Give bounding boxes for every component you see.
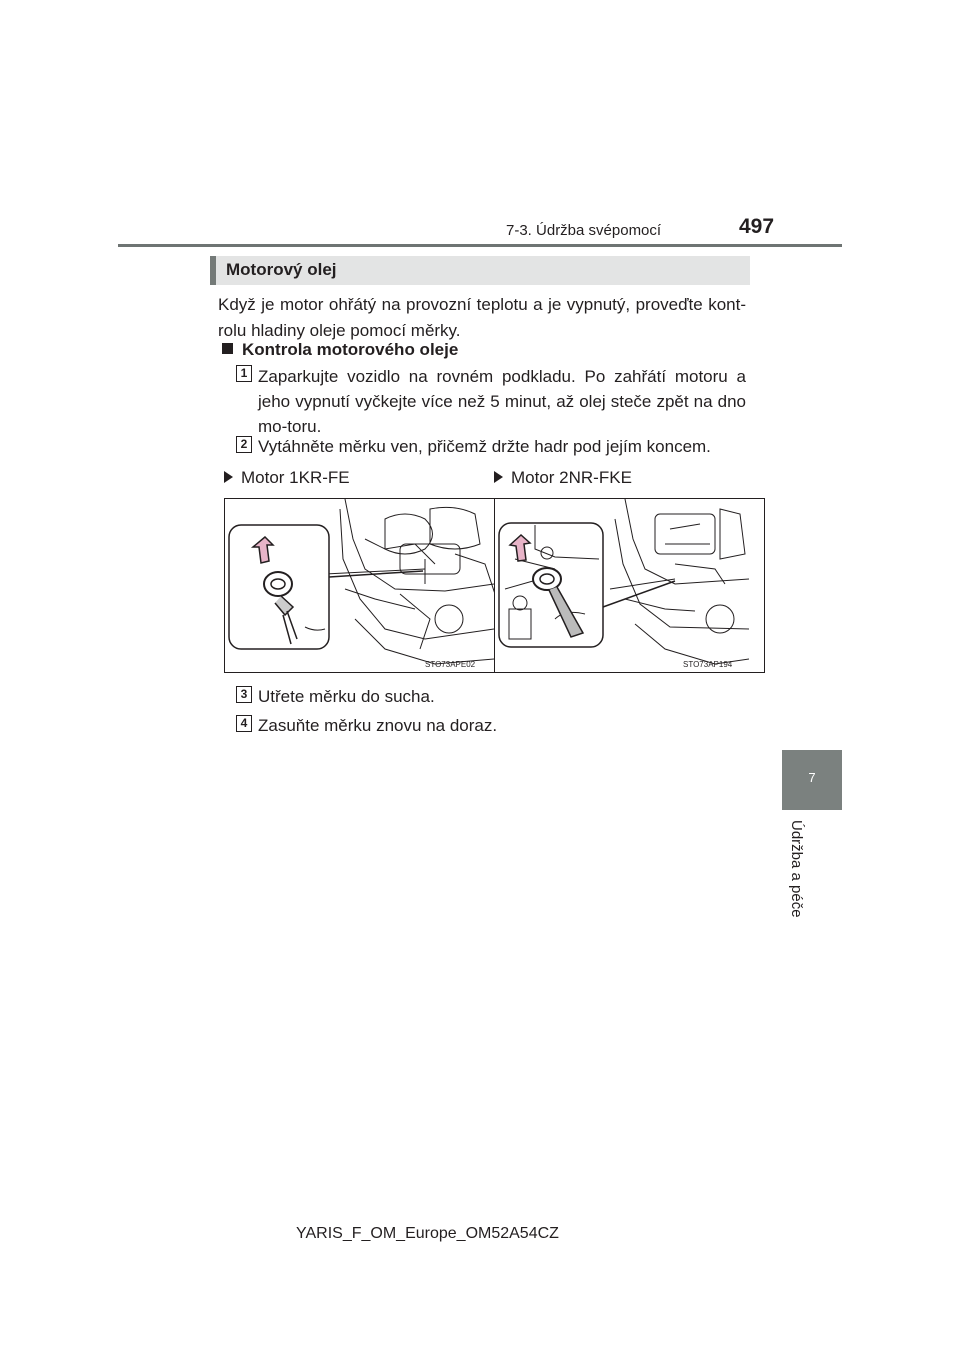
triangle-bullet-icon (494, 471, 503, 483)
step-number-1: 1 (236, 365, 252, 382)
subheading (222, 340, 458, 360)
subheading-text: Kontrola motorového oleje (242, 340, 459, 359)
header-rule (118, 244, 842, 247)
engine-illustration-2nr-fke (494, 498, 765, 673)
triangle-bullet-icon (224, 471, 233, 483)
document-footer: YARIS_F_OM_Europe_OM52A54CZ (296, 1225, 559, 1242)
engine-illustration-1kr-fe (224, 498, 495, 673)
figure-label-2: Motor 2NR-FKE (494, 468, 632, 488)
square-bullet-icon (222, 343, 233, 354)
running-header-section: 7-3. Údržba svépomocí (506, 222, 662, 239)
step-text-4: Zasuňte měrku znovu na doraz. (258, 716, 498, 735)
step-text-1: Zaparkujte vozidlo na rovném podkladu. Po zahřátí motoru a jeho vypnutí vyčkejte více než 5 minut, až olej steče zpět na dno mo-toru. (258, 367, 746, 436)
step-text-3: Utřete měrku do sucha. (258, 687, 435, 706)
intro-paragraph: Když je motor ohřátý na provozní teplotu a je vypnutý, proveďte kont-rolu hladiny oleje pomocí měrky. (218, 295, 746, 340)
engine-bay-drawing (225, 499, 494, 672)
figure-code-2: STO73AP194 (683, 660, 733, 669)
step-number-3: 3 (236, 686, 252, 703)
figure-code-1: STO73APE02 (425, 660, 476, 669)
chapter-title: Údržba a péče (788, 820, 805, 918)
page-number: 497 (739, 215, 775, 238)
step-number-4: 4 (236, 715, 252, 732)
step-text-2: Vytáhněte měrku ven, přičemž držte hadr pod jejím koncem. (258, 437, 711, 456)
step-number-2: 2 (236, 436, 252, 453)
engine-bay-drawing (495, 499, 749, 672)
figure-label-1: Motor 1KR-FE (224, 468, 350, 488)
section-heading-marker (210, 256, 216, 285)
chapter-number: 7 (808, 770, 816, 785)
section-heading: Motorový olej (226, 260, 337, 279)
